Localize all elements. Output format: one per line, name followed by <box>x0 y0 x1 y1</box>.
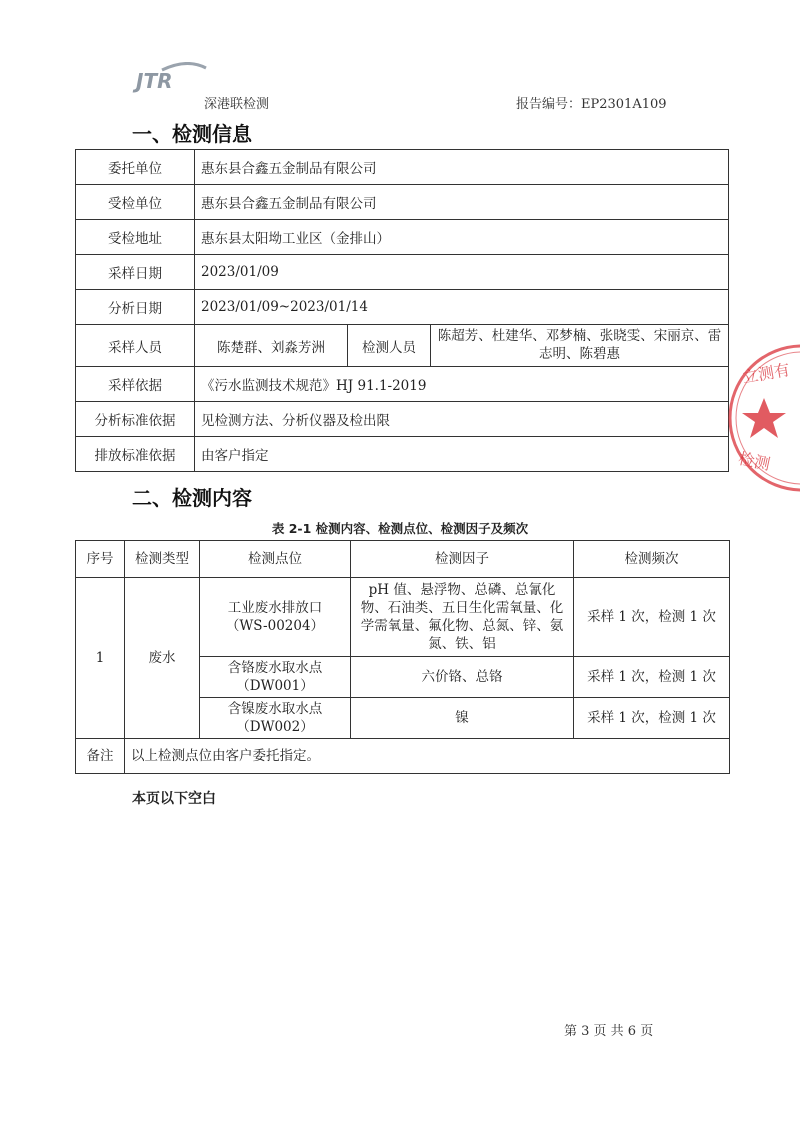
header-cell: 序号 <box>76 541 125 578</box>
info-label: 受检单位 <box>76 185 195 220</box>
header-cell: 检测频次 <box>574 541 730 578</box>
table-row <box>76 402 729 437</box>
factors-cell: 镍 <box>351 698 574 739</box>
table-row <box>76 437 729 472</box>
info-value: 由客户指定 <box>195 437 729 472</box>
info-value: 惠东县太阳坳工业区（金排山） <box>195 220 729 255</box>
seq-cell: 1 <box>76 578 125 739</box>
report-number: 报告编号：EP2301A109 <box>516 97 667 112</box>
info-value: 见检测方法、分析仪器及检出限 <box>195 402 729 437</box>
point-cell <box>200 698 351 739</box>
table-row <box>76 150 729 185</box>
factors-cell: 六价铬、总铬 <box>351 657 574 698</box>
remark-value: 以上检测点位由客户委托指定。 <box>125 739 730 774</box>
point-code: （DW001） <box>236 678 314 694</box>
info-value: 2023/01/09 <box>195 255 729 290</box>
info-label: 排放标准依据 <box>76 437 195 472</box>
info-label: 采样依据 <box>76 367 195 402</box>
info-label: 委托单位 <box>76 150 195 185</box>
table-row <box>76 739 730 774</box>
testing-personnel-label: 检测人员 <box>348 325 431 367</box>
point-name: 含镍废水取水点 <box>227 700 323 717</box>
header-cell: 检测类型 <box>125 541 200 578</box>
table-row <box>76 220 729 255</box>
table-row <box>76 325 729 367</box>
frequency-cell: 采样 1 次，检测 1 次 <box>574 698 730 739</box>
testing-personnel-value: 陈超芳、杜建华、邓梦楠、张晓雯、宋丽京、雷志明、陈碧惠 <box>431 325 729 367</box>
info-value: 惠东县合鑫五金制品有限公司 <box>195 185 729 220</box>
table-row <box>76 578 730 657</box>
table-row <box>76 367 729 402</box>
section-2-title: 二、检测内容 <box>132 486 252 510</box>
logo-text: JTR <box>136 69 173 93</box>
point-code: （WS-00204） <box>225 618 325 634</box>
info-value: 惠东县合鑫五金制品有限公司 <box>195 150 729 185</box>
table-row <box>76 255 729 290</box>
factors-cell: pH 值、悬浮物、总磷、总氰化物、石油类、五日生化需氧量、化学需氧量、氟化物、总氮、锌、氨氮、铁、铝 <box>351 578 574 657</box>
frequency-cell: 采样 1 次，检测 1 次 <box>574 657 730 698</box>
header-cell: 检测因子 <box>351 541 574 578</box>
point-cell <box>200 578 351 657</box>
header-cell: 检测点位 <box>200 541 351 578</box>
frequency-cell: 采样 1 次，检测 1 次 <box>574 578 730 657</box>
blank-note: 本页以下空白 <box>132 791 216 807</box>
info-label: 受检地址 <box>76 220 195 255</box>
info-table <box>75 149 729 472</box>
info-label: 采样日期 <box>76 255 195 290</box>
company-name: 深港联检测 <box>204 97 270 112</box>
info-label: 分析日期 <box>76 290 195 325</box>
table-row <box>76 185 729 220</box>
remark-label: 备注 <box>76 739 125 774</box>
content-table <box>75 540 730 774</box>
info-value: 《污水监测技术规范》HJ 91.1-2019 <box>195 367 729 402</box>
table-caption: 表 2-1 检测内容、检测点位、检测因子及频次 <box>271 521 529 536</box>
page-number: 第 3 页 共 6 页 <box>564 1024 654 1039</box>
point-code: （DW002） <box>236 719 314 735</box>
point-name: 工业废水排放口 <box>227 599 323 616</box>
point-name: 含铬废水取水点 <box>227 659 323 676</box>
sampling-personnel-value: 陈楚群、刘淼芳洲 <box>195 325 348 367</box>
table-header-row <box>76 541 730 578</box>
info-label: 分析标准依据 <box>76 402 195 437</box>
jtr-logo <box>132 62 212 96</box>
svg-text:检测: 检测 <box>736 448 772 474</box>
type-cell: 废水 <box>125 578 200 739</box>
seal-stamp-icon <box>720 338 800 500</box>
svg-text:立测有: 立测有 <box>740 359 792 387</box>
point-cell <box>200 657 351 698</box>
info-value: 2023/01/09~2023/01/14 <box>195 290 729 325</box>
table-row <box>76 290 729 325</box>
section-1-title: 一、检测信息 <box>132 122 252 146</box>
sampling-personnel-label: 采样人员 <box>76 325 195 367</box>
